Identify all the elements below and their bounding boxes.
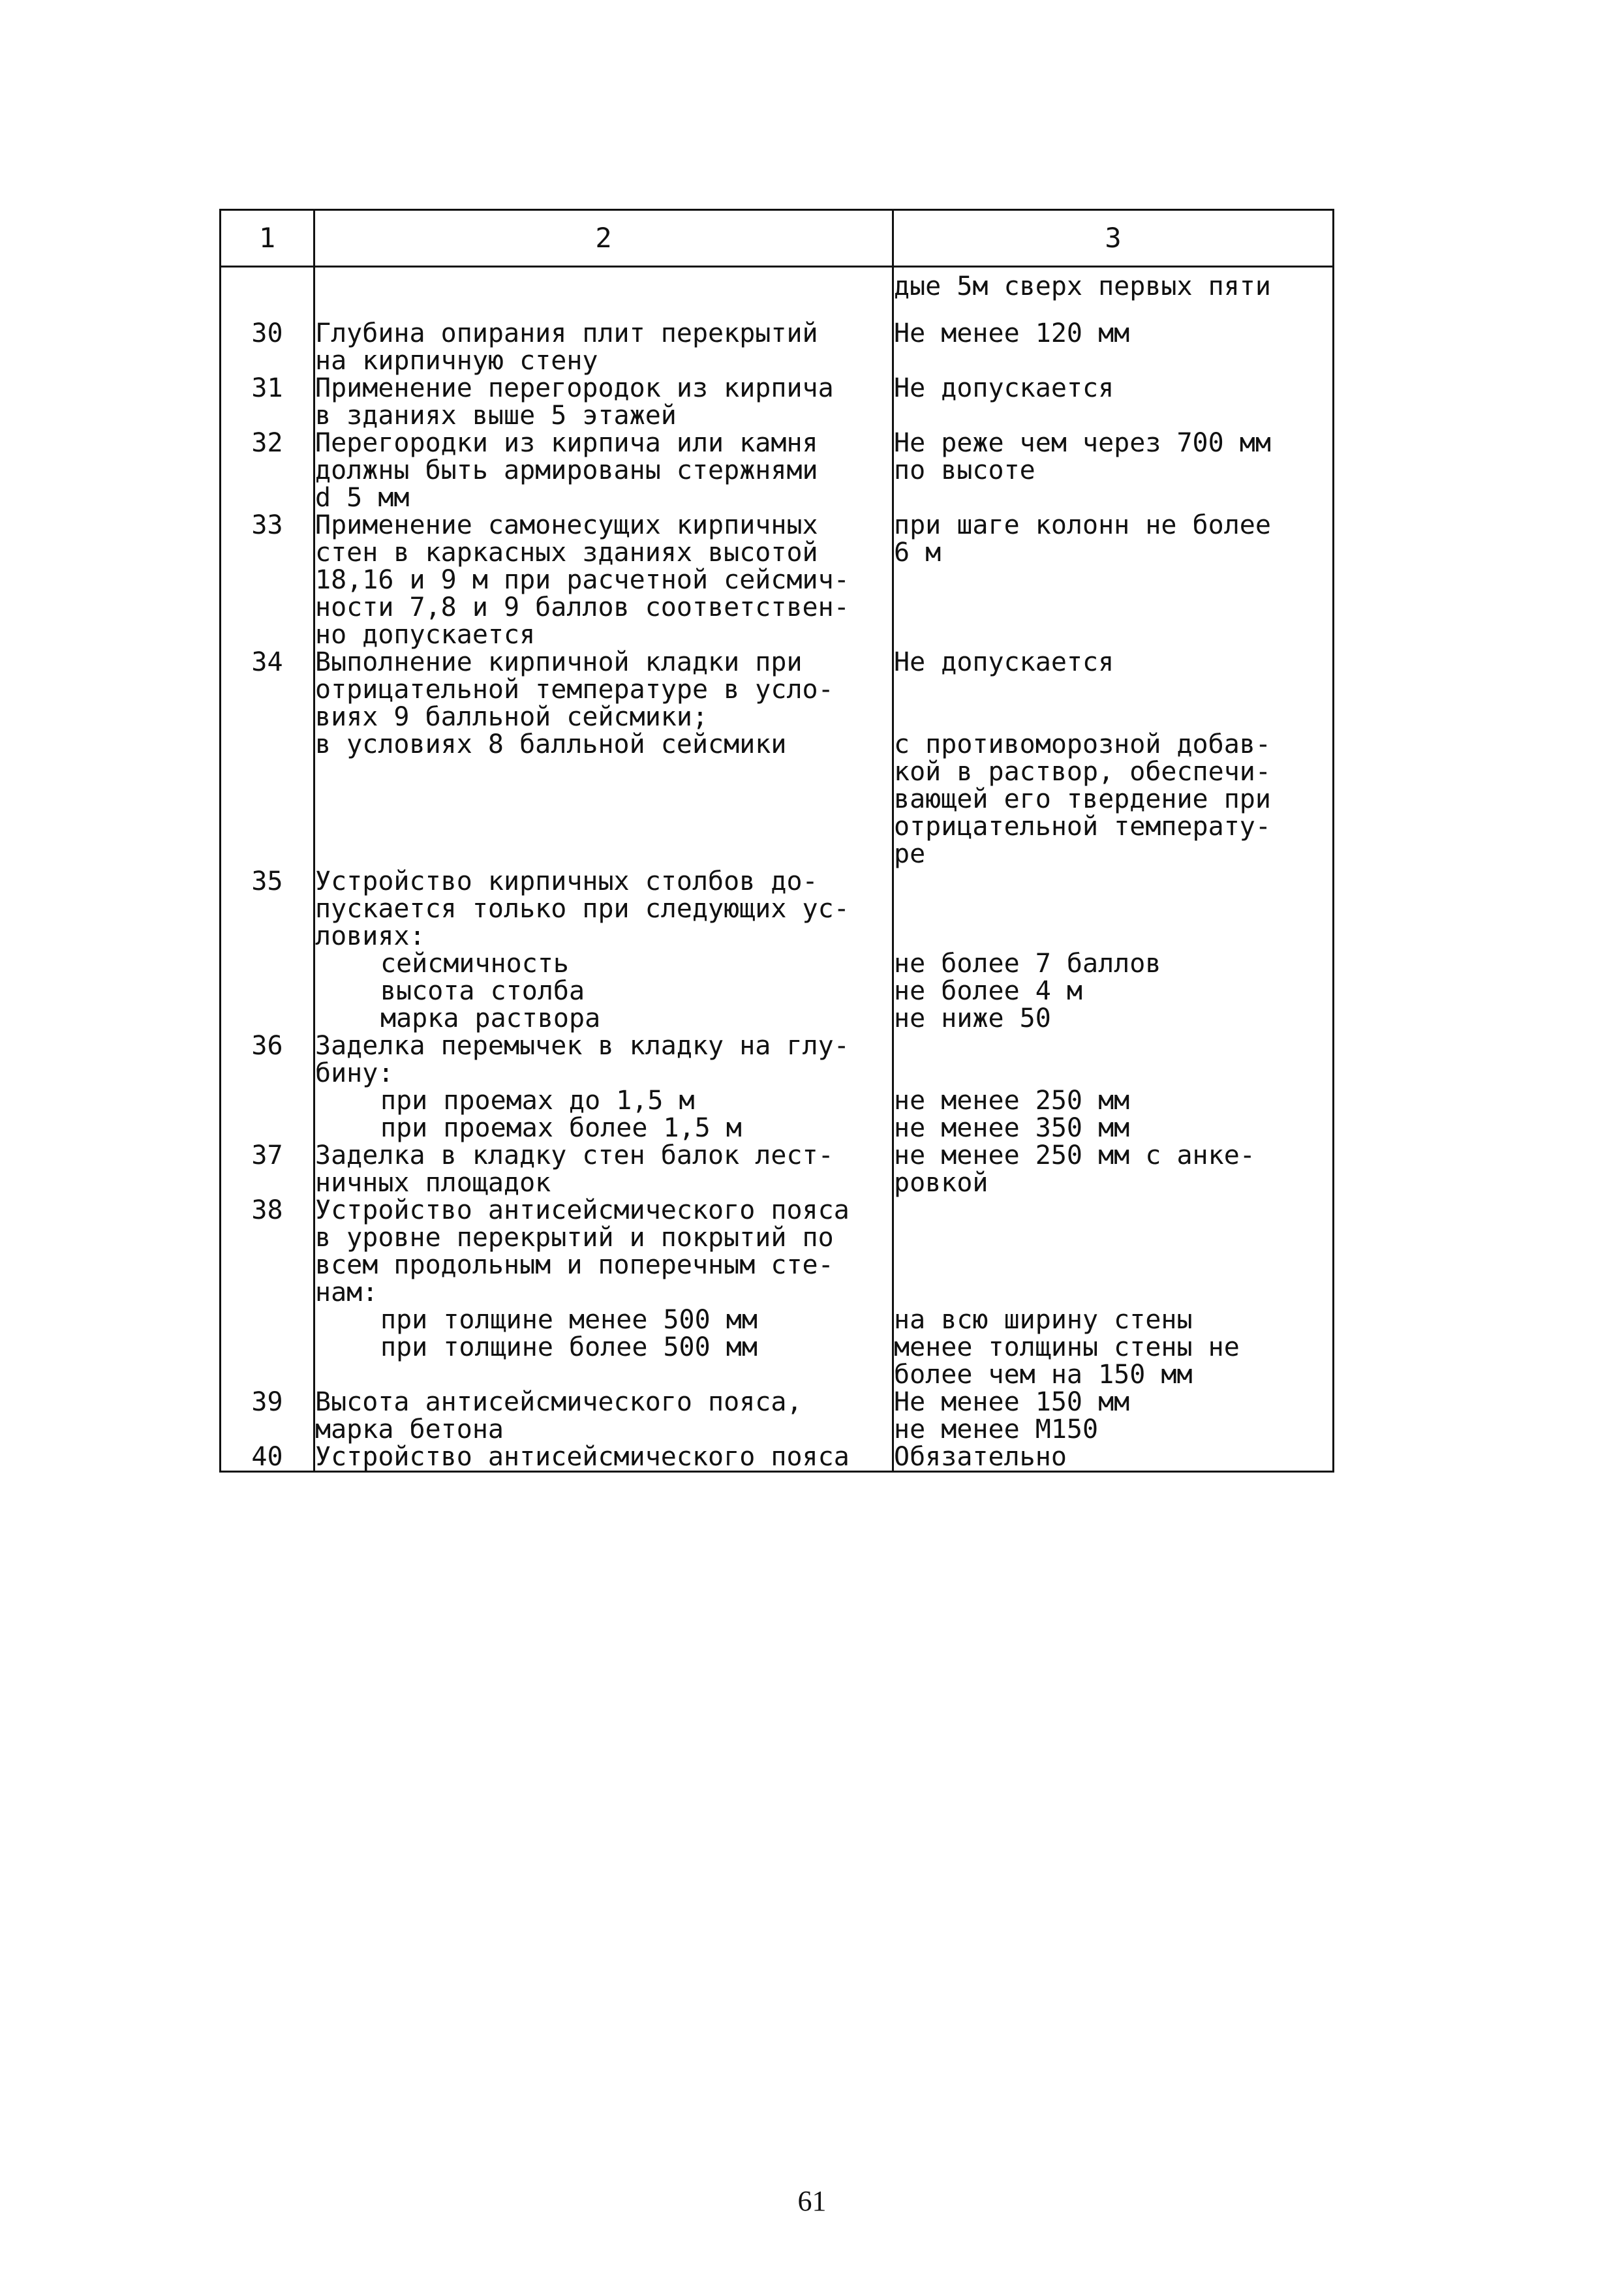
description-line: Устройство антисейсмического пояса: [315, 1442, 850, 1472]
description-line: марка бетона: [315, 1414, 504, 1444]
row-description: [314, 1388, 893, 1443]
row-description: [314, 1443, 893, 1472]
row-requirement: [893, 649, 1334, 731]
row-number: 39: [221, 1388, 314, 1443]
description-line: Выполнение кирпичной кладки при: [315, 647, 803, 677]
continuation-text: дые 5м сверх первых пяти: [893, 267, 1334, 320]
requirement-line: не более 7 баллов: [894, 949, 1161, 979]
table-row: [221, 429, 1334, 512]
requirement-line: [894, 1224, 1332, 1251]
requirement-line: отрицательной температу-: [894, 812, 1271, 842]
description-subitem: марка раствора: [380, 1003, 601, 1033]
requirement-line: [894, 1060, 1332, 1087]
requirement-line: вающей его твердение при: [894, 784, 1271, 814]
description-line: но допускается: [315, 620, 536, 650]
column-header-1: 1: [221, 210, 314, 267]
requirement-line: [894, 923, 1332, 950]
row-requirement: [893, 731, 1334, 868]
row-number: 40: [221, 1443, 314, 1472]
table-row: [221, 1142, 1334, 1197]
table-header-row: [221, 210, 1334, 267]
requirement-line: Не допускается: [894, 647, 1114, 677]
column-header-2: 2: [314, 210, 893, 267]
table-row: [221, 1032, 1334, 1142]
table-row: [221, 1388, 1334, 1443]
requirement-line: по высоте: [894, 455, 1035, 485]
requirement-line: Не допускается: [894, 373, 1114, 403]
row-requirement: [893, 374, 1334, 429]
row-number: 31: [221, 374, 314, 429]
row-description: [314, 512, 893, 649]
description-subitem: сейсмичность: [380, 949, 569, 979]
description-subitem: при проемах более 1,5 м: [380, 1113, 742, 1143]
description-subitem: при толщине менее 500 мм: [380, 1305, 758, 1335]
requirement-line: Не менее 120 мм: [894, 318, 1130, 348]
description-line: пускается только при следующих ус-: [315, 894, 850, 924]
table-row: [221, 868, 1334, 1032]
description-line: Заделка в кладку стен балок лест-: [315, 1140, 834, 1170]
description-line: ничных площадок: [315, 1168, 551, 1198]
requirement-line: [894, 1251, 1332, 1279]
continuation-row: [221, 267, 1334, 320]
requirement-line: Не реже чем через 700 мм: [894, 428, 1271, 458]
row-description: [314, 1142, 893, 1197]
description-line: Применение самонесущих кирпичных: [315, 510, 818, 540]
requirement-line: [894, 1032, 1332, 1060]
description-line: Перегородки из кирпича или камня: [315, 428, 818, 458]
table-row: [221, 1443, 1334, 1472]
row-number: 32: [221, 429, 314, 512]
requirement-line: Обязательно: [894, 1442, 1067, 1472]
row-description: [314, 1032, 893, 1142]
requirement-line: [894, 1279, 1332, 1306]
row-number: 34: [221, 649, 314, 731]
row-number: 35: [221, 868, 314, 1032]
description-line: Устройство антисейсмического пояса: [315, 1195, 850, 1225]
requirement-line: [894, 895, 1332, 923]
row-requirement: [893, 429, 1334, 512]
requirement-line: не менее 350 мм: [894, 1113, 1130, 1143]
requirement-line: ровкой: [894, 1168, 988, 1198]
row-description: [314, 320, 893, 374]
row-requirement: [893, 868, 1334, 1032]
table-row: [221, 649, 1334, 731]
row-description: [314, 731, 893, 868]
page-number: 61: [797, 2185, 827, 2217]
requirement-line: [894, 1197, 1332, 1224]
requirement-line: не более 4 м: [894, 976, 1082, 1006]
table-row: [221, 512, 1334, 649]
description-line: 18,16 и 9 м при расчетной сейсмич-: [315, 565, 850, 595]
description-line: Устройство кирпичных столбов до-: [315, 866, 818, 896]
description-line: в условиях 8 балльной сейсмики: [315, 729, 787, 759]
requirement-line: более чем на 150 мм: [894, 1360, 1193, 1390]
requirement-line: 6 м: [894, 538, 942, 568]
requirement-line: [894, 868, 1332, 895]
row-number: 36: [221, 1032, 314, 1142]
row-number: [221, 731, 314, 868]
row-number: 38: [221, 1197, 314, 1388]
row-requirement: [893, 1142, 1334, 1197]
description-line: Применение перегородок из кирпича: [315, 373, 834, 403]
row-description: [314, 649, 893, 731]
description-line: всем продольным и поперечным сте-: [315, 1250, 834, 1280]
requirement-line: не менее 250 мм с анке-: [894, 1140, 1255, 1170]
requirement-line: на всю ширину стены: [894, 1305, 1193, 1335]
requirement-line: кой в раствор, обеспечи-: [894, 757, 1271, 787]
row-number: 37: [221, 1142, 314, 1197]
description-line: в зданиях выше 5 этажей: [315, 401, 677, 431]
row-requirement: [893, 1443, 1334, 1472]
description-line: стен в каркасных зданиях высотой: [315, 538, 818, 568]
column-header-3: 3: [893, 210, 1334, 267]
row-description: [314, 429, 893, 512]
requirement-line: не ниже 50: [894, 1003, 1051, 1033]
row-requirement: [893, 512, 1334, 649]
description-line: отрицательной температуре в усло-: [315, 675, 834, 705]
description-subitem: высота столба: [380, 976, 585, 1006]
row-requirement: [893, 320, 1334, 374]
description-line: нам:: [315, 1277, 378, 1307]
requirement-line: с противоморозной добав-: [894, 729, 1271, 759]
description-line: Глубина опирания плит перекрытий: [315, 318, 818, 348]
row-requirement: [893, 1032, 1334, 1142]
description-subitem: при проемах до 1,5 м: [380, 1086, 695, 1116]
requirements-table: [219, 209, 1334, 1473]
description-line: ности 7,8 и 9 баллов соответствен-: [315, 592, 850, 622]
description-line: Высота антисейсмического пояса,: [315, 1387, 803, 1417]
row-number: 33: [221, 512, 314, 649]
requirement-line: менее толщины стены не: [894, 1332, 1240, 1362]
table-row: [221, 1197, 1334, 1388]
description-line: на кирпичную стену: [315, 346, 598, 376]
description-line: виях 9 балльной сейсмики;: [315, 702, 709, 732]
description-line: должны быть армированы стержнями: [315, 455, 818, 485]
table-row: [221, 731, 1334, 868]
table-row: [221, 374, 1334, 429]
requirement-line: Не менее 150 мм: [894, 1387, 1130, 1417]
description-line: бину:: [315, 1058, 394, 1088]
table-row: [221, 320, 1334, 374]
row-description: [314, 1197, 893, 1388]
description-line: ловиях:: [315, 921, 425, 951]
row-description: [314, 868, 893, 1032]
requirement-line: при шаге колонн не более: [894, 510, 1271, 540]
description-subitem: при толщине более 500 мм: [380, 1332, 758, 1362]
description-line: в уровне перекрытий и покрытий по: [315, 1223, 834, 1253]
row-description: [314, 374, 893, 429]
row-requirement: [893, 1388, 1334, 1443]
description-line: Заделка перемычек в кладку на глу-: [315, 1031, 850, 1061]
description-line: d 5 мм: [315, 483, 410, 513]
requirement-line: ре: [894, 839, 926, 869]
requirement-line: не менее 250 мм: [894, 1086, 1130, 1116]
requirement-line: не менее М150: [894, 1414, 1099, 1444]
row-number: 30: [221, 320, 314, 374]
row-requirement: [893, 1197, 1334, 1388]
